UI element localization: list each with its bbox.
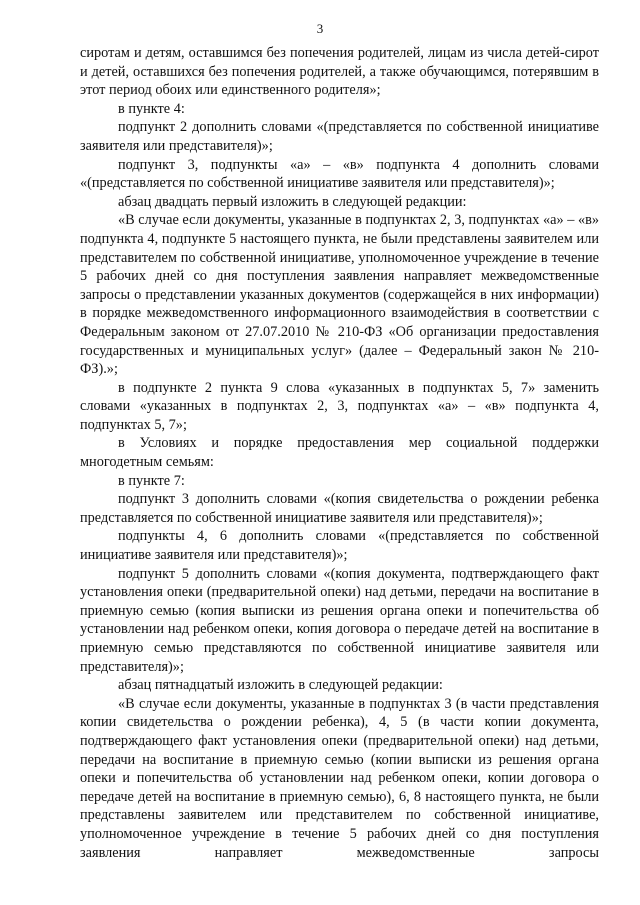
page-number: 3 xyxy=(316,21,324,36)
paragraph: «В случае если документы, указанные в подпунктах 2, 3, подпунктах «а» – «в» подпункта 4, подпункте 5 настоящего пункта, не были представлены заявителем или представителем по собственной инициативе, уполномоченное учреждение в течение 5 рабочих дней со дня поступления заявления направляет межведомственные запросы о представлении указанных документов (содержащейся в них информации) в порядке межведомственного информационного взаимодействия в соответствии с Федеральным законом от 27.07.2010 № 210-ФЗ «Об организации предоставления государственных и муниципальных услуг» (далее – Федеральный закон № 210-ФЗ).»; xyxy=(80,212,599,378)
paragraph: в пункте 7: xyxy=(118,472,185,489)
paragraph: подпункты 4, 6 дополнить словами «(представляется по собственной инициативе заявителя или представителя)»; xyxy=(80,528,599,564)
paragraph: абзац двадцать первый изложить в следующей редакции: xyxy=(118,193,467,210)
paragraph: подпункт 2 дополнить словами «(представляется по собственной инициативе заявителя или представителя)»; xyxy=(80,119,599,154)
document-body xyxy=(80,44,599,862)
paragraph: подпункт 3 дополнить словами «(копия свидетельства о рождении ребенка представляется по собственной инициативе заявителя или представителя)»; xyxy=(80,491,599,526)
paragraph: в Условиях и порядке предоставления мер социальной поддержки многодетным семьям: xyxy=(80,435,599,471)
paragraph: абзац пятнадцатый изложить в следующей редакции: xyxy=(118,677,443,694)
paragraph: «В случае если документы, указанные в подпунктах 3 (в части представления копии свидетельства о рождении ребенка), 4, 5 (в части копии документа, подтверждающего факт установления опеки (предварительной опеки) над детьми, передачи на воспитание в приемную семью (копии выписки из решения органа опеки и попечительства об установлении над ребенком опеки, копии договора о передаче детей на воспитание в приемную семью), 6, 8 настоящего пункта, не были представлены заявителем или представителем по собственной инициативе, уполномоченное учреждение в течение 5 рабочих дней со дня поступления заявления направляет межведомственные запросы xyxy=(80,695,599,861)
paragraph: в подпункте 2 пункта 9 слова «указанных в подпунктах 5, 7» заменить словами «указанных в подпунктах 2, 3, подпунктах «а» – «в» подпункта 4, подпунктах 5, 7»; xyxy=(80,379,599,433)
paragraph: подпункт 3, подпункты «а» – «в» подпункта 4 дополнить словами «(представляется по собственной инициативе заявителя или представителя)»; xyxy=(80,156,599,192)
paragraph: сиротам и детям, оставшимся без попечения родителей, лицам из числа детей-сирот и детей, оставшихся без попечения родителей, а также обучающимся, потерявшим в этот период обоих или единственного родителя»; xyxy=(80,45,599,99)
paragraph: в пункте 4: xyxy=(118,100,185,117)
paragraph: подпункт 5 дополнить словами «(копия документа, подтверждающего факт установления опеки (предварительной опеки) над детьми, передачи на воспитание в приемную семью (копия выписки из решения органа опеки и попечительства об установлении над ребенком опеки, копия договора о передаче детей на воспитание в приемную семью представляются по собственной инициативе заявителя или представителя)»; xyxy=(80,565,599,675)
